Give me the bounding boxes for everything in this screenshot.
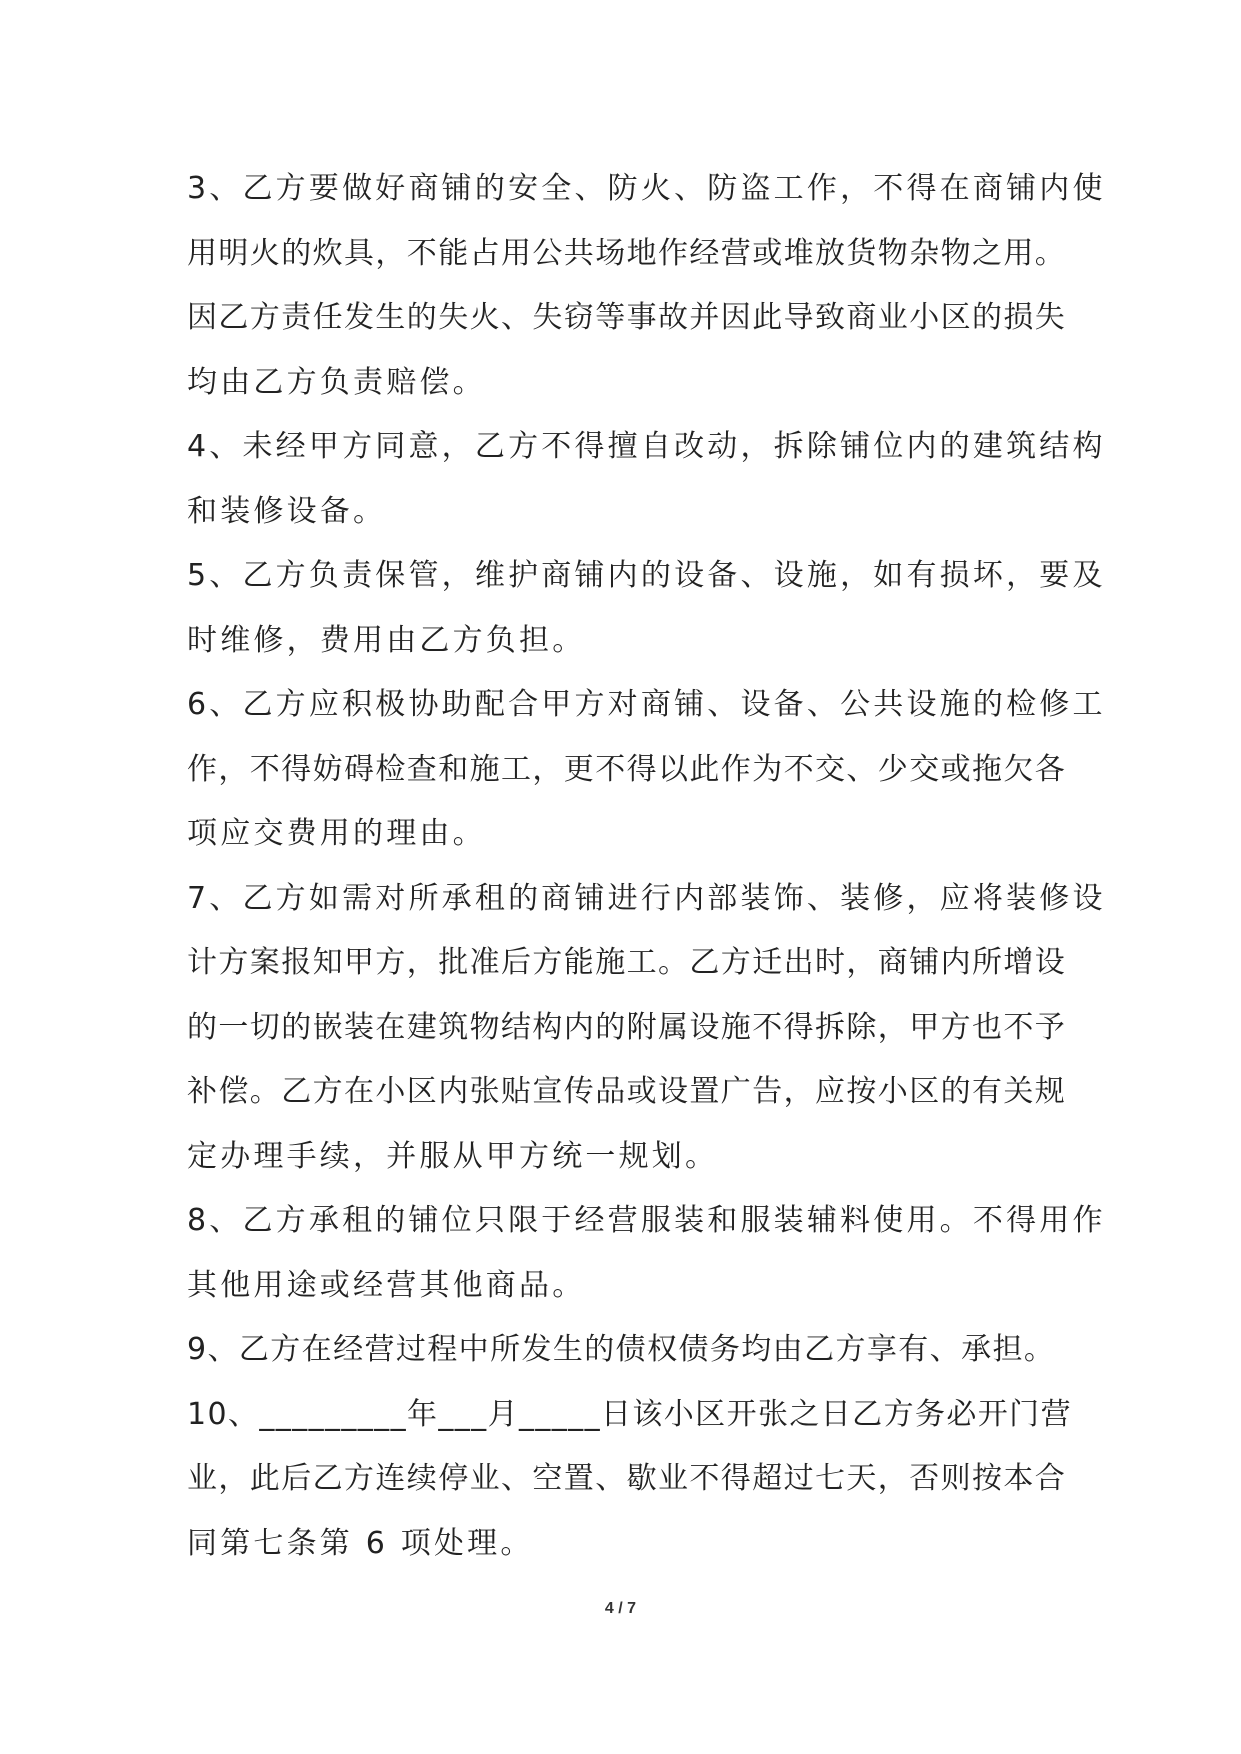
text-line: 作，不得妨碍检查和施工，更不得以此作为不交、少交或拖欠各	[187, 751, 1067, 787]
text-line: 8、乙方承租的铺位只限于经营服装和服装辅料使用。不得用作	[187, 1203, 1106, 1238]
text-line: 计方案报知甲方，批准后方能施工。乙方迁出时，商铺内所增设	[187, 945, 1067, 980]
text-line: 的一切的嵌装在建筑物结构内的附属设施不得拆除，甲方也不予	[187, 1009, 1067, 1045]
text-line: 9、乙方在经营过程中所发生的债权债务均由乙方享有、承担。	[187, 1332, 1056, 1367]
text-line: 因乙方责任发生的失火、失窃等事故并因此导致商业小区的损失	[187, 300, 1067, 335]
page-number: 4 / 7	[604, 1600, 637, 1617]
text-line: 均由乙方负责赔偿。	[187, 364, 486, 400]
text-line: 时维修，费用由乙方负担。	[187, 622, 586, 658]
text-line: 10、_________年___月_____日该小区开张之日乙方务必开门营	[187, 1396, 1072, 1432]
text-line: 6、乙方应积极协助配合甲方对商铺、设备、公共设施的检修工	[187, 687, 1106, 722]
text-line: 补偿。乙方在小区内张贴宣传品或设置广告，应按小区的有关规	[187, 1074, 1067, 1109]
text-line: 定办理手续，并服从甲方统一规划。	[187, 1138, 719, 1174]
text-line: 用明火的炊具，不能占用公共场地作经营或堆放货物杂物之用。	[187, 235, 1067, 271]
text-line: 3、乙方要做好商铺的安全、防火、防盗工作，不得在商铺内使	[187, 171, 1106, 206]
text-line: 项应交费用的理由。	[187, 816, 486, 851]
text-line: 其他用途或经营其他商品。	[187, 1267, 586, 1303]
text-line: 7、乙方如需对所承租的商铺进行内部装饰、装修，应将装修设	[187, 880, 1106, 916]
text-line: 业，此后乙方连续停业、空置、歇业不得超过七天，否则按本合	[187, 1461, 1067, 1496]
text-line: 5、乙方负责保管，维护商铺内的设备、设施，如有损坏，要及	[187, 558, 1106, 593]
document-body	[187, 157, 1106, 1576]
text-line: 和装修设备。	[187, 493, 387, 529]
text-line: 4、未经甲方同意，乙方不得擅自改动，拆除铺位内的建筑结构	[187, 429, 1106, 464]
text-line: 同第七条第 6 项处理。	[187, 1525, 534, 1561]
